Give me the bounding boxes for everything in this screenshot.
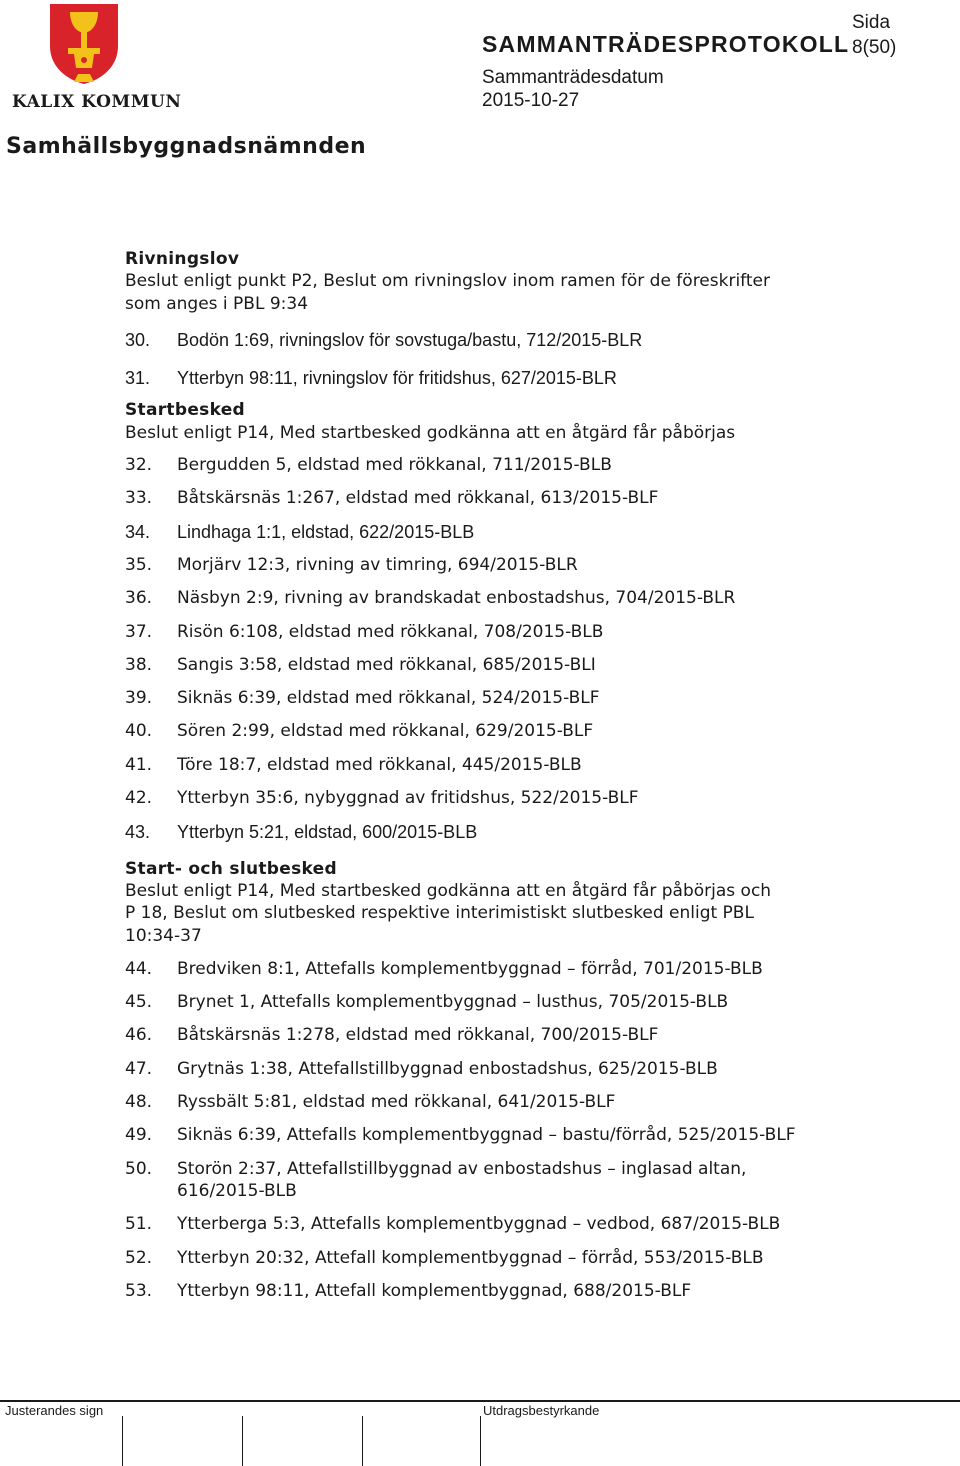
- list-item: [125, 1247, 945, 1269]
- item-number: 42.: [125, 788, 153, 809]
- item-number: 43.: [125, 822, 151, 843]
- committee-name: Samhällsbyggnadsnämnden: [6, 134, 367, 159]
- item-number: 41.: [125, 754, 153, 775]
- item-number: 37.: [125, 621, 153, 642]
- item-text: Storön 2:37, Attefallstillbyggnad av enbostadshus – inglasad altan,: [177, 1158, 747, 1179]
- item-number: 35.: [125, 554, 153, 575]
- item-text: Ytterbyn 35:6, nybyggnad av fritidshus, 522/2015-BLF: [177, 788, 639, 809]
- meeting-date: 2015-10-27: [482, 90, 580, 111]
- item-text: Morjärv 12:3, rivning av timring, 694/2015-BLR: [177, 554, 578, 575]
- list-item: [125, 958, 945, 980]
- item-number: 30.: [125, 329, 151, 350]
- item-text: Brynet 1, Attefalls komplementbyggnad – lusthus, 705/2015-BLB: [177, 992, 729, 1013]
- section-startbesked: [125, 399, 945, 843]
- item-number: 49.: [125, 1125, 153, 1146]
- item-number: 34.: [125, 521, 151, 542]
- item-number: 47.: [125, 1058, 153, 1079]
- item-number: 45.: [125, 992, 153, 1013]
- item-number: 52.: [125, 1247, 153, 1268]
- list-item: [125, 687, 945, 709]
- item-number: 36.: [125, 588, 153, 609]
- list-item: [125, 787, 945, 809]
- list-item: [125, 367, 945, 389]
- item-number: 38.: [125, 654, 153, 675]
- list-item: [125, 1091, 945, 1113]
- item-number: 51.: [125, 1214, 153, 1235]
- list-item: [125, 754, 945, 776]
- item-text: Båtskärsnäs 1:278, eldstad med rökkanal, 700/2015-BLF: [177, 1025, 659, 1046]
- signature-box-divider: [362, 1416, 363, 1466]
- item-number: 33.: [125, 488, 153, 509]
- item-text-wrapped: [177, 1158, 945, 1203]
- item-text: Lindhaga 1:1, eldstad, 622/2015-BLB: [177, 521, 475, 542]
- item-text: Siknäs 6:39, eldstad med rökkanal, 524/2015-BLF: [177, 688, 600, 709]
- footer-divider: [0, 1400, 960, 1402]
- item-text: Ytterbyn 5:21, eldstad, 600/2015-BLB: [177, 822, 478, 843]
- section-description-line: 10:34-37: [125, 925, 202, 946]
- list-item: [125, 487, 945, 509]
- list-item: [125, 1280, 945, 1302]
- list-item: [125, 821, 945, 843]
- section-description-line: som anges i PBL 9:34: [125, 293, 309, 314]
- document-title: SAMMANTRÄDESPROTOKOLL: [482, 31, 850, 57]
- section-heading: Rivningslov: [125, 249, 240, 269]
- list-item: [125, 1213, 945, 1235]
- item-text: Ytterbyn 20:32, Attefall komplementbyggnad – förråd, 553/2015-BLB: [177, 1247, 764, 1268]
- list-item: [125, 621, 945, 643]
- item-text: Sangis 3:58, eldstad med rökkanal, 685/2015-BLI: [177, 654, 596, 675]
- item-number: 39.: [125, 688, 153, 709]
- section-description-line: Beslut enligt P14, Med startbesked godkänna att en åtgärd får påbörjas: [125, 422, 736, 443]
- logo-text: KALIX KOMMUN: [12, 92, 182, 112]
- item-text: Näsbyn 2:9, rivning av brandskadat enbostadshus, 704/2015-BLR: [177, 588, 736, 609]
- item-number: 48.: [125, 1092, 153, 1113]
- item-text: Bredviken 8:1, Attefalls komplementbyggnad – förråd, 701/2015-BLB: [177, 958, 763, 979]
- signature-box-divider: [122, 1416, 123, 1466]
- item-text: Ytterbyn 98:11, Attefall komplementbyggnad, 688/2015-BLF: [177, 1280, 692, 1301]
- list-item: [125, 454, 945, 476]
- section-rivningslov: [125, 248, 945, 389]
- item-text-continued: 616/2015-BLB: [177, 1180, 297, 1201]
- item-text: Ytterberga 5:3, Attefalls komplementbyggnad – vedbod, 687/2015-BLB: [177, 1214, 781, 1235]
- item-number: 31.: [125, 368, 151, 389]
- list-item: [125, 521, 945, 543]
- item-text: Töre 18:7, eldstad med rökkanal, 445/2015-BLB: [177, 754, 582, 775]
- item-number: 40.: [125, 721, 153, 742]
- list-item: [125, 329, 945, 351]
- meeting-date-label: Sammanträdesdatum: [482, 67, 664, 88]
- item-text: Siknäs 6:39, Attefalls komplementbyggnad – bastu/förråd, 525/2015-BLF: [177, 1125, 796, 1146]
- item-text: Bergudden 5, eldstad med rökkanal, 711/2015-BLB: [177, 455, 612, 476]
- item-number: 32.: [125, 455, 153, 476]
- item-number: 50.: [125, 1158, 153, 1179]
- list-item: [125, 720, 945, 742]
- section-heading: Start- och slutbesked: [125, 858, 337, 879]
- signature-footer: [0, 1400, 960, 1466]
- item-number: 46.: [125, 1025, 153, 1046]
- item-text: Båtskärsnäs 1:267, eldstad med rökkanal, 613/2015-BLF: [177, 488, 659, 509]
- kalix-kommun-logo: [10, 2, 182, 114]
- item-text: Ryssbält 5:81, eldstad med rökkanal, 641/2015-BLF: [177, 1092, 616, 1113]
- list-item: [125, 654, 945, 676]
- section-heading: Startbesked: [125, 400, 246, 421]
- item-number: 44.: [125, 958, 153, 979]
- list-item: [125, 587, 945, 609]
- page-number: 8(50): [852, 37, 897, 58]
- item-text: Risön 6:108, eldstad med rökkanal, 708/2015-BLB: [177, 621, 604, 642]
- section-description-line: Beslut enligt P14, Med startbesked godkänna att en åtgärd får påbörjas och: [125, 880, 772, 901]
- signature-box-divider: [480, 1416, 481, 1466]
- list-item: [125, 554, 945, 576]
- section-description-line: Beslut enligt punkt P2, Beslut om rivningslov inom ramen för de föreskrifter: [125, 271, 770, 292]
- list-item: [125, 1024, 945, 1046]
- page-label: Sida: [852, 12, 891, 33]
- coat-of-arms-icon: [48, 2, 120, 86]
- section-start-och-slutbesked: [125, 858, 945, 1302]
- decision-list: [125, 248, 945, 1302]
- item-text: Grytnäs 1:38, Attefallstillbyggnad enbostadshus, 625/2015-BLB: [177, 1058, 718, 1079]
- item-text: Bodön 1:69, rivningslov för sovstuga/bastu, 712/2015-BLR: [177, 329, 643, 350]
- sign-label: Justerandes sign: [5, 1403, 104, 1418]
- excerpt-label: Utdragsbestyrkande: [483, 1403, 600, 1418]
- item-number: 53.: [125, 1280, 153, 1301]
- list-item: [125, 991, 945, 1013]
- item-text: Sören 2:99, eldstad med rökkanal, 629/2015-BLF: [177, 721, 594, 742]
- list-item: [125, 1158, 945, 1203]
- list-item: [125, 1124, 945, 1146]
- section-description-line: P 18, Beslut om slutbesked respektive interimistiskt slutbesked enligt PBL: [125, 903, 754, 924]
- list-item: [125, 1058, 945, 1080]
- signature-box-divider: [242, 1416, 243, 1466]
- item-text: Ytterbyn 98:11, rivningslov för fritidshus, 627/2015-BLR: [177, 368, 617, 389]
